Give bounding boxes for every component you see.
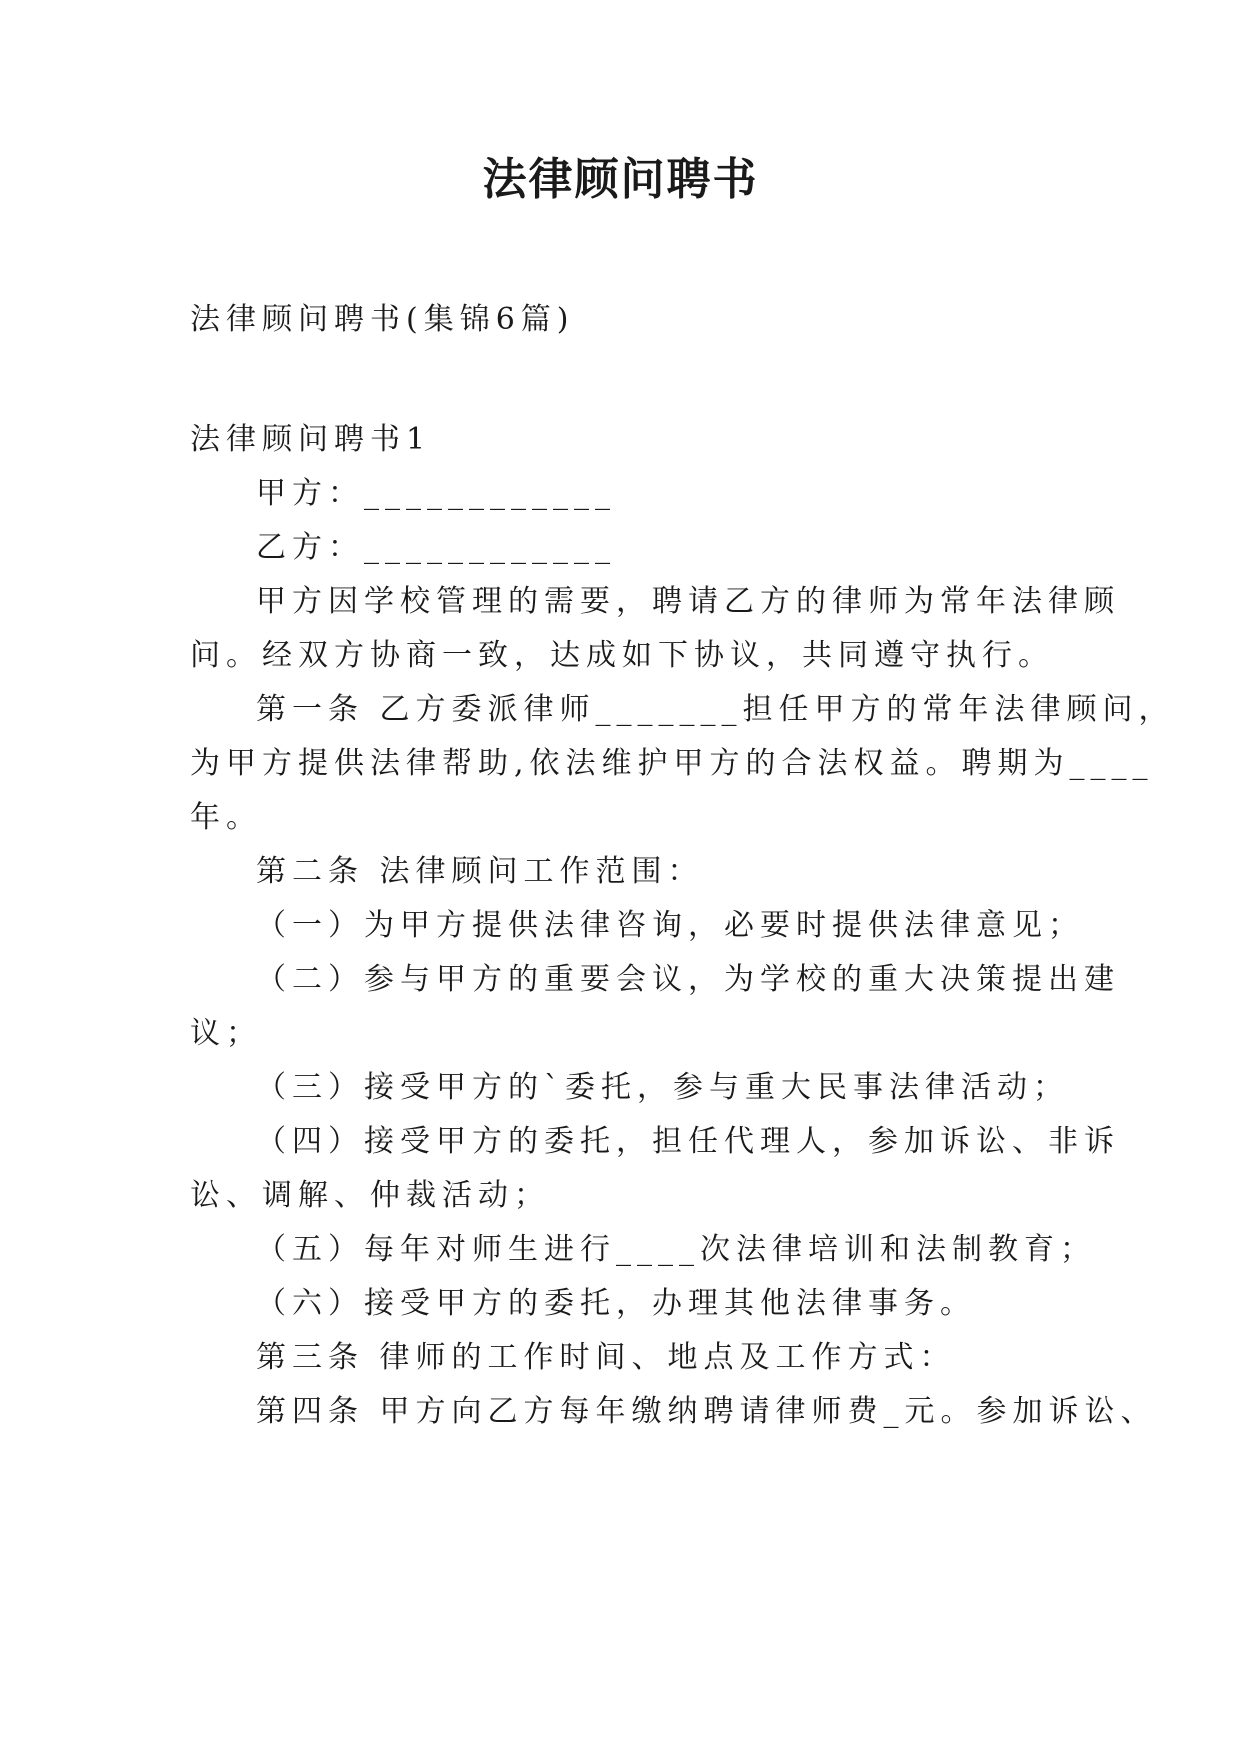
article-2-line: 第二条 法律顾问工作范围： [256, 854, 704, 889]
document-title: 法律顾问聘书 [482, 154, 759, 205]
article-4-line: 第四条 甲方向乙方每年缴纳聘请律师费_元。参加诉讼、 [256, 1394, 1157, 1429]
list-item: （四）接受甲方的委托，担任代理人，参加诉讼、非诉 [256, 1124, 1120, 1159]
list-item: （六）接受甲方的委托，办理其他法律事务。 [256, 1286, 976, 1321]
list-item: （一）为甲方提供法律咨询，必要时提供法律意见； [256, 908, 1084, 943]
list-item: （五）每年对师生进行____次法律培训和法制教育； [256, 1232, 1096, 1267]
article-3-line: 第三条 律师的工作时间、地点及工作方式： [256, 1340, 956, 1375]
list-item: （二）参与甲方的重要会议，为学校的重大决策提出建 [256, 962, 1120, 997]
list-item: （三）接受甲方的`委托，参与重大民事法律活动； [256, 1070, 1069, 1105]
paragraph-line: 讼、调解、仲裁活动； [190, 1178, 550, 1213]
paragraph-line: 议； [190, 1016, 262, 1051]
paragraph-line: 为甲方提供法律帮助,依法维护甲方的合法权益。聘期为____ [190, 746, 1154, 781]
document-subtitle: 法律顾问聘书(集锦6篇) [190, 302, 575, 337]
paragraph-line: 甲方因学校管理的需要，聘请乙方的律师为常年法律顾 [256, 584, 1120, 619]
article-1-line: 第一条 乙方委派律师_______担任甲方的常年法律顾问， [256, 692, 1175, 727]
paragraph-line: 年。 [190, 800, 262, 835]
paragraph-line: 问。经双方协商一致，达成如下协议，共同遵守执行。 [190, 638, 1054, 673]
party-b-line: 乙方：____________ [256, 530, 616, 565]
party-a-line: 甲方：____________ [256, 476, 616, 511]
section-heading: 法律顾问聘书1 [190, 422, 432, 457]
